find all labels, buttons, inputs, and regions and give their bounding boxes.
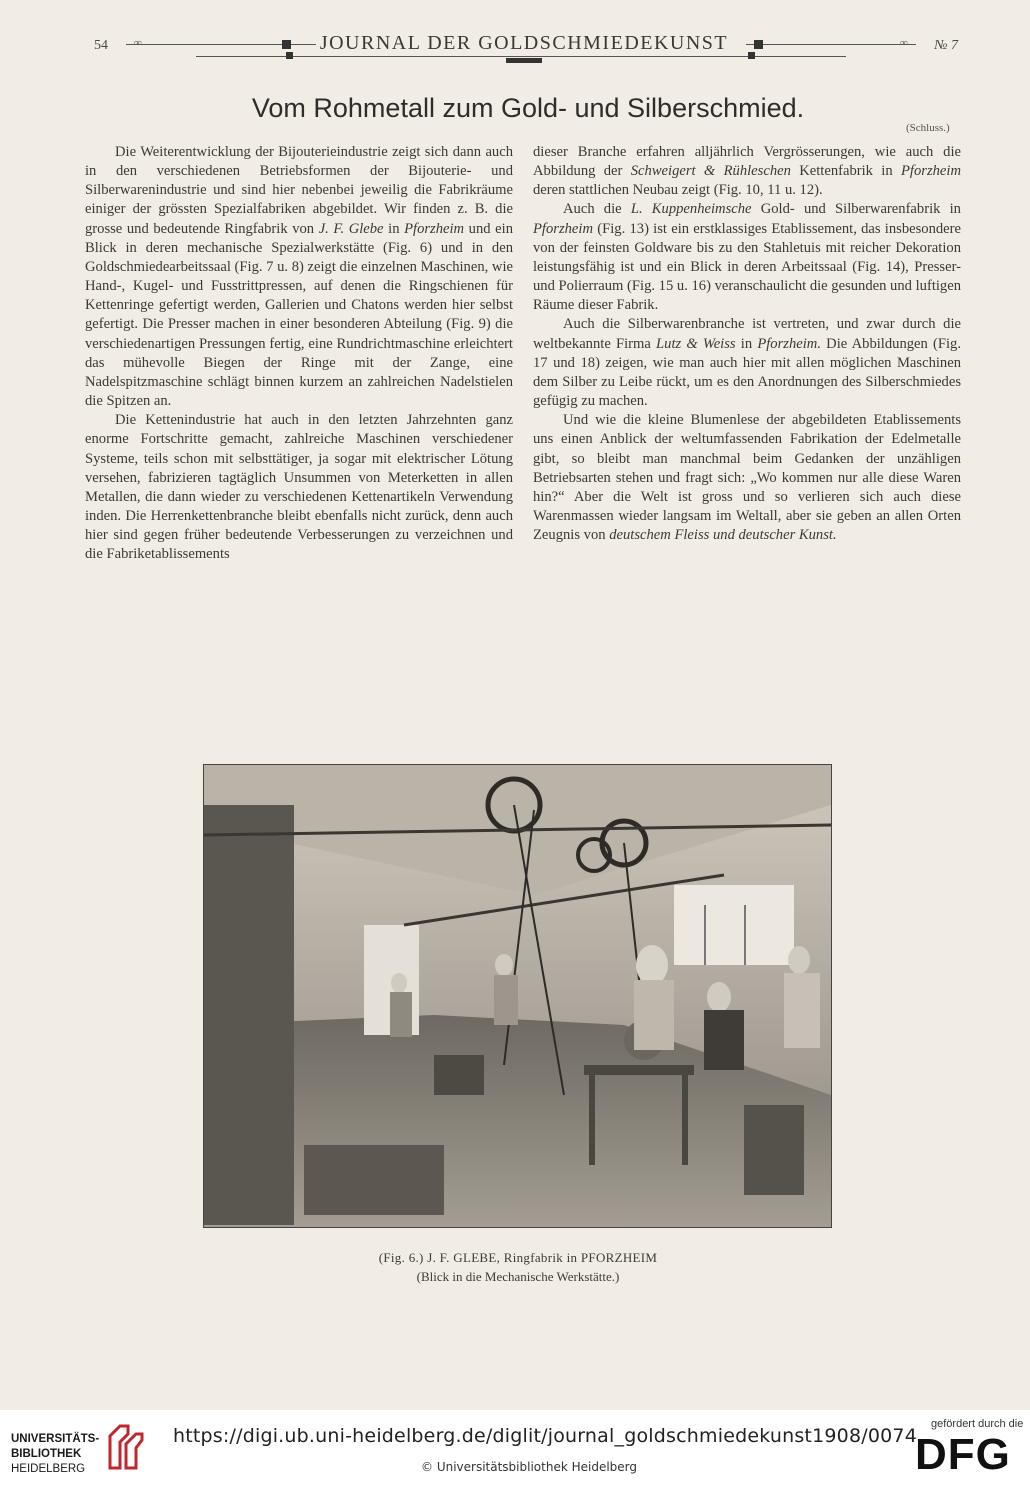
header-ornament [506, 58, 542, 63]
issue-number: № 7 [934, 38, 958, 53]
funding-note: gefördert durch die [931, 1418, 1024, 1430]
dfg-logo: DFG [915, 1430, 1011, 1479]
paragraph: Auch die L. Kuppenheimsche Gold- und Silberwarenfabrik in Pforzheim (Fig. 13) ist ein erstklassiges Etablissement, das insbesondere von der feinsten Goldware bis zu den Stahletuis mit reicher Dekoration leistungsfähig ist und ein Blick in deren Arbeitssaal (Fig. 14), Presser- und Polierraum (Fig. 15 u. 16) veranschaulicht die gesunden und luftigen Räume dieser Fabrik. [533, 201, 961, 314]
article-title: Vom Rohmetall zum Gold- und Silberschmied. [251, 93, 805, 123]
workshop-photograph [203, 764, 832, 1228]
figure-caption: (Fig. 6.) J. F. GLEBE, Ringfabrik in PFORZHEIM [378, 1250, 658, 1265]
paragraph: Auch die Silberwarenbranche ist vertreten, und zwar durch die weltbekannte Firma Lutz & Weiss in Pforzheim. Die Abbildungen (Fig. 17 und 18) zeigen, wie man auch hier mit allen möglichen Maschinen dem Silber zu Leibe rückt, um es den Anordnungen des Silberschmiedes gefügig zu machen. [533, 316, 961, 410]
text-column-right [533, 143, 961, 545]
flourish-icon: ∞ [900, 37, 908, 49]
text-column-left [85, 143, 513, 564]
continuation-note: (Schluss.) [906, 122, 950, 134]
paragraph: dieser Branche erfahren alljährlich Vergrösserungen, wie auch die Abbildung der Schweigert & Rühleschen Kettenfabrik in Pforzheim deren stattlichen Neubau zeigt (Fig. 10, 11 u. 12). [533, 144, 961, 199]
journal-title: JOURNAL DER GOLDSCHMIEDEKUNST [319, 32, 729, 54]
paragraph: Die Weiterentwicklung der Bijouterieindustrie zeigt sich dann auch in den verschiedenen Betriebsformen der Bijouterie- und Silberwarenindustrie und sind hier nebenbei jeweilig die Fabrikräume einiger der grössten Spezialfabriken abgebildet. Wir finden z. B. die grosse und bedeutende Ringfabrik von J. F. Glebe in Pforzheim und ein Blick in deren mechanische Spezialwerkstätte (Fig. 6) und in den Goldschmiedearbeitssaal (Fig. 7 u. 8) zeigt die einzelnen Maschinen, wie Hand-, Kugel- und Fusstrittpressen, auf denen die Ringschienen für Kettenringe gefertigt werden, Gallerien und Chatons werden hier selbst gefertigt. Die Presser machen in einer besonderen Abteilung (Fig. 9) die verschiedenartigen Pressungen fertig, eine Rundrichtmaschine erleichtert das mühevolle Biegen der Ringe mit der Zange, eine Nadelspitzmaschine schlägt binnen kurzem an zahlreichen Nadelstielen die Spitzen an. [85, 144, 513, 410]
page-number: 54 [94, 38, 108, 53]
workshop-photo-illustration [204, 765, 831, 1227]
figure-subcaption: (Blick in die Mechanische Werkstätte.) [416, 1269, 620, 1284]
library-name: UNIVERSITÄTS- BIBLIOTHEK HEIDELBERG [11, 1433, 100, 1475]
copyright-notice: © Universitätsbibliothek Heidelberg [421, 1460, 638, 1474]
running-header [86, 30, 962, 70]
footer-bar [0, 1410, 1030, 1486]
permalink-url[interactable]: https://digi.ub.uni-heidelberg.de/diglit/journal_goldschmiedekunst1908/0074 [173, 1425, 917, 1447]
library-logo-icon [106, 1422, 146, 1472]
paragraph: Und wie die kleine Blumenlese der abgebildeten Etablissements uns einen Anblick der weltumfassenden Fabrikation der Edelmetalle gibt, so bleibt man manchmal beim Gedanken der unzähligen Betriebsarten stehen und fragt sich: „Wo kommen nur alle diese Waren hin?“ Aber die Welt ist gross und so verlieren sich auch diese Warenmassen wieder langsam im Weltall, aber sie geben an allen Orten Zeugnis von deutschem Fleiss und deutscher Kunst. [533, 412, 961, 544]
paragraph: Die Kettenindustrie hat auch in den letzten Jahrzehnten ganz enorme Fortschritte gemacht, zahlreiche Maschinen verschiedener Systeme, teils schon mit selbsttätiger, ja sogar mit elektrischer Lötung versehen, fabrizieren tagtäglich Unsummen von Meterketten in allen Metallen, die dann wieder zu verschiedenen Kettenartikeln Verwendung inden. Die Herrenkettenbranche bleibt ebenfalls nicht zurück, denn auch hier sind gegen früher bedeutende Verbesserungen zu verzeichnen und die Fabriketablissements [85, 412, 513, 563]
flourish-icon: ∞ [134, 37, 142, 49]
